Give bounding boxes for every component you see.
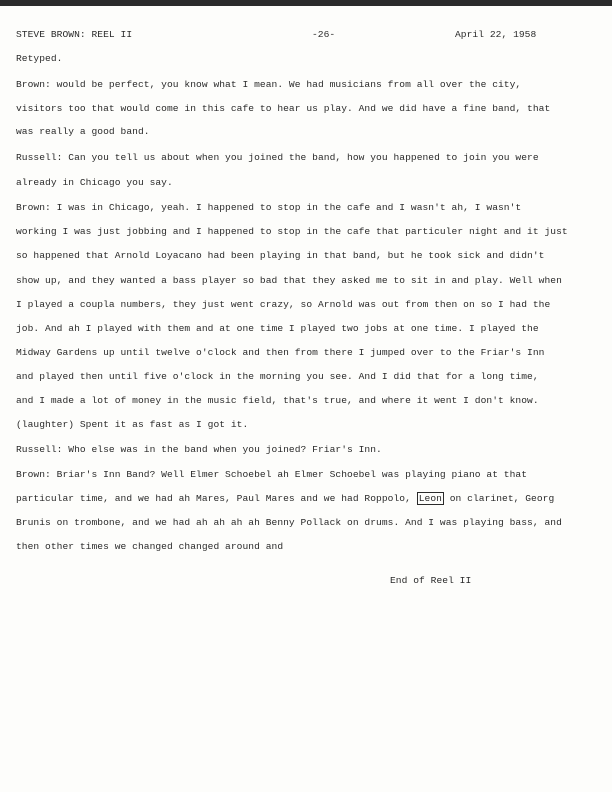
header-title: STEVE BROWN: REEL II	[16, 29, 133, 40]
transcript-line: job. And ah I played with them and at one time I played two jobs at one time. I played the	[16, 323, 539, 334]
end-of-reel-note: End of Reel II	[390, 575, 472, 586]
transcript-line: and I made a lot of money in the music field, that's true, and where it went I don't know.	[16, 395, 539, 406]
transcript-line: Russell: Can you tell us about when you joined the band, how you happened to join you were	[16, 152, 539, 163]
scan-top-edge	[0, 0, 612, 6]
line-text-after: on clarinet, Georg	[443, 493, 555, 504]
transcript-line: Retyped.	[16, 53, 63, 64]
line-text-before: particular time, and we had ah Mares, Paul Mares and we had Roppolo,	[16, 493, 417, 504]
transcript-line: Brown: Briar's Inn Band? Well Elmer Schoebel ah Elmer Schoebel was playing piano at that	[16, 469, 528, 480]
editorial-insertion: Leon	[418, 493, 442, 504]
transcript-line: Brown: I was in Chicago, yeah. I happened to stop in the cafe and I wasn't ah, I wasn't	[16, 202, 522, 213]
transcript-line: Midway Gardens up until twelve o'clock and then from there I jumped over to the Friar's Inn	[16, 347, 545, 358]
transcript-line: so happened that Arnold Loyacano had been playing in that band, but he took sick and didn't	[16, 250, 545, 261]
transcript-line	[16, 493, 554, 504]
transcript-line: already in Chicago you say.	[16, 177, 173, 188]
transcript-line: Russell: Who else was in the band when you joined? Friar's Inn.	[16, 444, 382, 455]
transcript-line: working I was just jobbing and I happened to stop in the cafe that particuler night and it just	[16, 226, 568, 237]
transcript-line: Brown: would be perfect, you know what I mean. We had musicians from all over the city,	[16, 79, 522, 90]
transcript-line: (laughter) Spent it as fast as I got it.	[16, 419, 249, 430]
transcript-line: and played then until five o'clock in the morning you see. And I did that for a long time,	[16, 371, 539, 382]
page-number: -26-	[312, 29, 336, 40]
header-date: April 22, 1958	[455, 29, 537, 40]
transcript-line: show up, and they wanted a bass player so bad that they asked me to sit in and play. Well when	[16, 275, 562, 286]
transcript-line: visitors too that would come in this cafe to hear us play. And we did have a fine band, that	[16, 103, 551, 114]
transcript-line: was really a good band.	[16, 126, 150, 137]
transcript-line: Brunis on trombone, and we had ah ah ah ah Benny Pollack on drums. And I was playing bass, and	[16, 517, 562, 528]
transcript-line: then other times we changed changed around and	[16, 541, 284, 552]
transcript-line: I played a coupla numbers, they just went crazy, so Arnold was out from then on so I had the	[16, 299, 551, 310]
